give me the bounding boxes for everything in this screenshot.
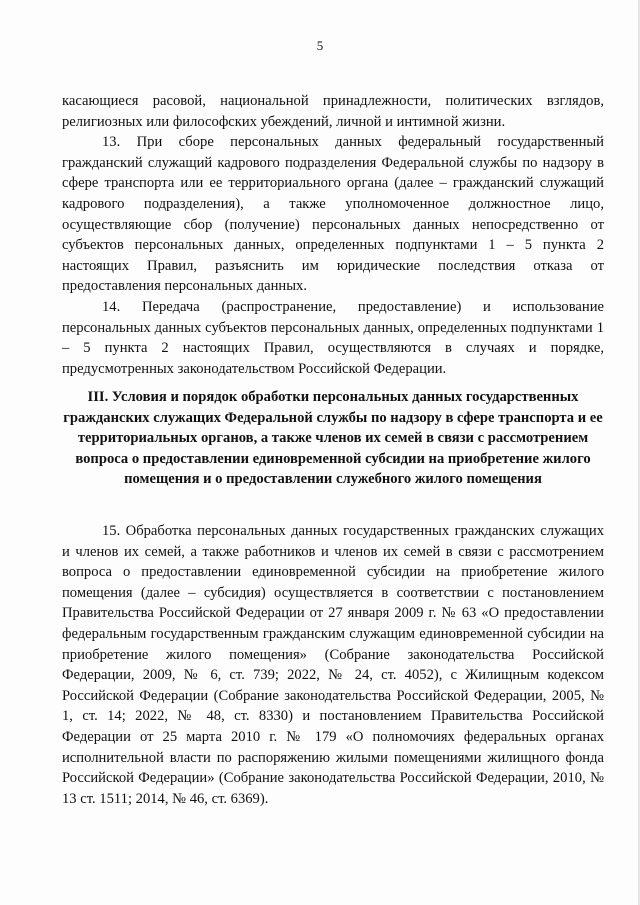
text-block-top (62, 91, 604, 379)
paragraph-item-14: 14. Передача (распространение, предоставление) и использование персональных данных субъектов персональных данных, определенных подпунктами 1 – 5 пункта 2 настоящих Правил, осуществляются в случаях и порядке, предусмотренных законодательством Российской Федерации. (62, 298, 604, 377)
section-3-heading: III. Условия и порядок обработки персональных данных государственных гражданских служащих Федеральной службы по надзору в сфере транспорта и ее территориальных органов, а также членов их семей в связи с рассмотрением вопроса о предоставлении единовременной субсидии на приобретение жилого помещения и о предоставлении служебного жилого помещения (63, 389, 603, 488)
paragraph-item-13: 13. При сборе персональных данных федеральный государственный гражданский служащий кадрового подразделения Федеральной службы по надзору в сфере транспорта или ее территориального органа (далее – гражданский служащий кадрового подразделения), а также уполномоченное должностное лицо, осуществляющие сбор (получение) персональных данных непосредственно от субъектов персональных данных, определенных подпунктами 1 – 5 пункта 2 настоящих Правил, разъяснить им юридические последствия отказа от предоставления персональных данных. (62, 134, 604, 295)
paragraph-item-15: 15. Обработка персональных данных государственных гражданских служащих и членов их семей, а также работников и членов их семей в связи с рассмотрением вопроса о предоставлении единовременной субсидии на приобретение жилого помещения (далее – субсидия) осуществляется в соответствии с постановлением Правительства Российской Федерации от 27 января 2009 г. № 63 «О предоставлении федеральным государственным гражданским служащим единовременной субсидии на приобретение жилого помещения» (Собрание законодательства Российской Федерации, 2009, № 6, ст. 739; 2022, № 24, ст. 4052), с Жилищным кодексом Российской Федерации (Собрание законодательства Российской Федерации, 2005, № 1, ст. 14; 2022, № 48, ст. 8330) и постановлением Правительства Российской Федерации от 25 марта 2010 г. № 179 «О полномочиях федеральных органах исполнительной власти по распоряжению жилыми помещениями жилищного фонда Российской Федерации» (Собрание законодательства Российской Федерации, 2010, № 13 ст. 1511; 2014, № 46, ст. 6369). (62, 523, 604, 807)
page-number: 5 (316, 38, 324, 53)
paragraph-continuation: касающиеся расовой, национальной принадлежности, политических взглядов, религиозных или философских убеждений, личной и интимной жизни. (62, 93, 604, 130)
text-block-item-15 (62, 521, 604, 809)
